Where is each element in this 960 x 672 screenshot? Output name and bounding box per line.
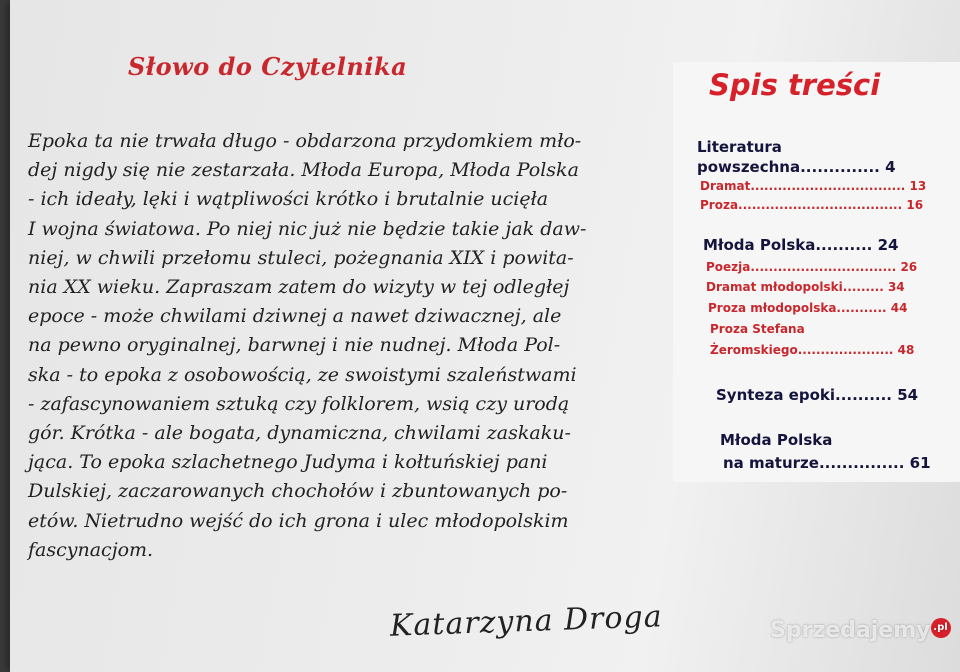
body-line: nia XX wieku. Zapraszam zatem do wizyty w tej odległej [28, 276, 570, 299]
toc-page-number: 13 [909, 179, 927, 193]
toc-entry: Proza Stefana [710, 322, 805, 336]
body-line: Epoka ta nie trwała długo - obdarzona przydomkiem mło- [28, 130, 582, 152]
toc-entry: powszechna.............. 4 [697, 158, 896, 176]
toc-page-number: 34 [887, 280, 905, 294]
toc-page-number: 48 [897, 343, 915, 357]
article-body [28, 127, 650, 565]
toc-entry: Synteza epoki.......... 54 [716, 386, 919, 404]
body-line: - zafascynowaniem sztuką czy folklorem, wsią czy urodą [28, 392, 570, 415]
body-line: I wojna światowa. Po niej nic już nie będzie takie jak daw- [28, 217, 587, 240]
author-signature: Katarzyna Droga [389, 599, 664, 644]
toc-entry: Młoda Polska.......... 24 [703, 236, 899, 254]
toc-entry: Dramat.................................. 13 [700, 179, 927, 193]
body-line: - ich ideały, lęki i wątpliwości krótko i brutalnie ucięła [28, 188, 549, 211]
toc-page-number: 4 [885, 158, 896, 176]
toc-entry: Dramat młodopolski......... 34 [706, 280, 905, 294]
watermark-badge: .pl [931, 618, 951, 638]
toc-title: Spis treści [709, 68, 881, 102]
body-line: ska - to epoka z osobowością, ze swoistymi szaleństwami [28, 363, 577, 386]
toc-entry: Proza młodopolska........... 44 [708, 301, 908, 315]
body-line: dej nigdy się nie zestarzała. Młoda Europa, Młoda Polska [28, 159, 579, 182]
toc-page-number: 26 [900, 260, 918, 274]
toc-page-number: 54 [897, 386, 919, 404]
toc-entry: Młoda Polska [720, 431, 833, 449]
body-line: Dulskiej, zaczarowanych chochołów i zbuntowanych po- [28, 480, 568, 503]
body-line: niej, w chwili przełomu stuleci, pożegnania XIX i powita- [28, 246, 574, 269]
toc-page-number: 24 [877, 236, 899, 254]
toc-page-number: 61 [909, 454, 931, 472]
toc-entry: na maturze............... 61 [723, 454, 931, 472]
toc-page-number: 16 [906, 198, 924, 212]
book-page [10, 0, 960, 672]
toc-page-number: 44 [890, 301, 908, 315]
table-of-contents [673, 62, 960, 482]
body-line: gór. Krótka - ale bogata, dynamiczna, chwilami zaskaku- [28, 422, 571, 445]
watermark: Sprzedajemy .pl [770, 618, 951, 643]
body-line: epoce - może chwilami dziwnej a nawet dziwacznej, ale [28, 305, 562, 328]
toc-entry: Żeromskiego..................... 48 [710, 343, 915, 357]
body-line: fascynacjom. [28, 538, 154, 561]
article-heading: Słowo do Czytelnika [128, 52, 408, 81]
toc-entry: Proza.................................... 16 [700, 198, 924, 212]
body-line: etów. Nietrudno wejść do ich grona i ulec młodopolskim [28, 509, 569, 532]
toc-entry: Literatura [697, 138, 782, 156]
toc-entry: Poezja................................ 26 [706, 260, 918, 274]
body-line: na pewno oryginalnej, barwnej i nie nudnej. Młoda Pol- [28, 334, 561, 357]
body-line: jąca. To epoka szlachetnego Judyma i kołtuńskiej pani [28, 451, 548, 474]
